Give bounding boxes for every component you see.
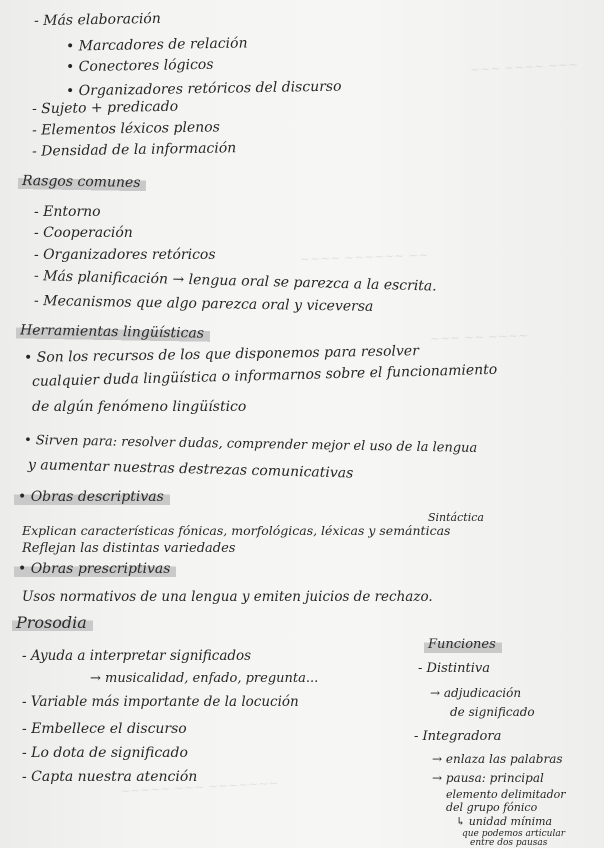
note-line-elementos: - Elementos léxicos plenos xyxy=(31,119,220,139)
bleed-through-decoration: ~~~~~ ~~~ ~~~~~~~ xyxy=(119,775,279,799)
note-line-musicalidad: → musicalidad, enfado, pregunta... xyxy=(90,671,319,686)
note-line-embellece: - Embellece el discurso xyxy=(22,721,187,737)
note-line-herramientas-4: • Sirven para: resolver dudas, comprender mejor el uso de la lengua xyxy=(23,433,478,456)
section-heading-obras-descriptivas: • Obras descriptivas xyxy=(14,488,170,506)
note-line-densidad: - Densidad de la información xyxy=(31,140,237,160)
bleed-through-decoration: ~~~ ~~~~ ~~~ xyxy=(469,57,579,77)
note-line-reflejan: Reflejan las distintas variedades xyxy=(22,541,236,556)
note-line-entorno: - Entorno xyxy=(34,204,101,220)
note-line-dota: - Lo dota de significado xyxy=(22,745,188,761)
note-line-conectores: • Conectores lógicos xyxy=(65,56,214,76)
section-heading-herramientas: Herramientas lingüísticas xyxy=(16,321,210,342)
note-line-herramientas-3: de algún fenómeno lingüístico xyxy=(32,399,247,415)
note-line-pausas: entre dos pausas xyxy=(470,838,548,848)
note-line-organizadores-retoricos: - Organizadores retóricos xyxy=(34,247,216,263)
section-heading-prosodia: Prosodia xyxy=(12,614,93,632)
note-line-herramientas-2: cualquier duda lingüística o informarnos sobre el funcionamiento xyxy=(31,361,498,390)
note-line-sujeto: - Sujeto + predicado xyxy=(31,98,179,118)
note-line-variable: - Variable más importante de la locución xyxy=(22,694,299,710)
note-line-grupo: del grupo fónico xyxy=(446,801,538,814)
note-line-mecanismos: - Mecanismos que algo parezca oral y viceversa xyxy=(33,293,374,315)
annotation-sintactica: Sintáctica xyxy=(428,511,484,524)
note-line-cooperacion: - Cooperación xyxy=(34,225,133,241)
note-line-adjudicacion: → adjudicación xyxy=(430,686,522,700)
note-line-herramientas-1: • Son los recursos de los que disponemos para resolver xyxy=(23,343,419,366)
note-line-mas-planificacion: - Más planificación → lengua oral se parezca a la escrita. xyxy=(33,268,437,295)
note-line-distintiva: - Distintiva xyxy=(418,661,491,676)
bleed-through-decoration: ~~~~ ~~~~~~ ~~ xyxy=(299,247,429,267)
note-line-herramientas-5: y aumentar nuestras destrezas comunicativas xyxy=(27,457,354,482)
note-line-ayuda: - Ayuda a interpretar significados xyxy=(22,648,252,664)
section-heading-rasgos-comunes: Rasgos comunes xyxy=(18,172,147,192)
note-line-pausa: → pausa: principal xyxy=(432,771,544,785)
note-line-mas-elaboracion: - Más elaboración xyxy=(33,10,161,30)
note-line-de-significado: de significado xyxy=(450,705,535,719)
note-line-integradora: - Integradora xyxy=(414,729,502,744)
note-line-marcadores: • Marcadores de relación xyxy=(65,35,248,55)
note-line-unidad: ↳ unidad mínima xyxy=(456,815,553,828)
section-heading-obras-prescriptivas: • Obras prescriptivas xyxy=(14,560,176,578)
note-line-articular: que podemos articular xyxy=(462,829,565,839)
note-line-elemento: elemento delimitador xyxy=(446,788,566,801)
note-line-explican: Explican características fónicas, morfológicas, léxicas y semánticas xyxy=(22,523,451,538)
note-line-organizadores: • Organizadores retóricos del discurso xyxy=(65,78,342,100)
bleed-through-decoration: ~~~ ~~ ~~~~ xyxy=(429,328,529,346)
section-heading-funciones: Funciones xyxy=(424,636,502,654)
note-line-capta: - Capta nuestra atención xyxy=(22,769,198,785)
note-line-usos-normativos: Usos normativos de una lengua y emiten juicios de rechazo. xyxy=(22,589,433,605)
note-line-enlaza: → enlaza las palabras xyxy=(432,752,563,766)
